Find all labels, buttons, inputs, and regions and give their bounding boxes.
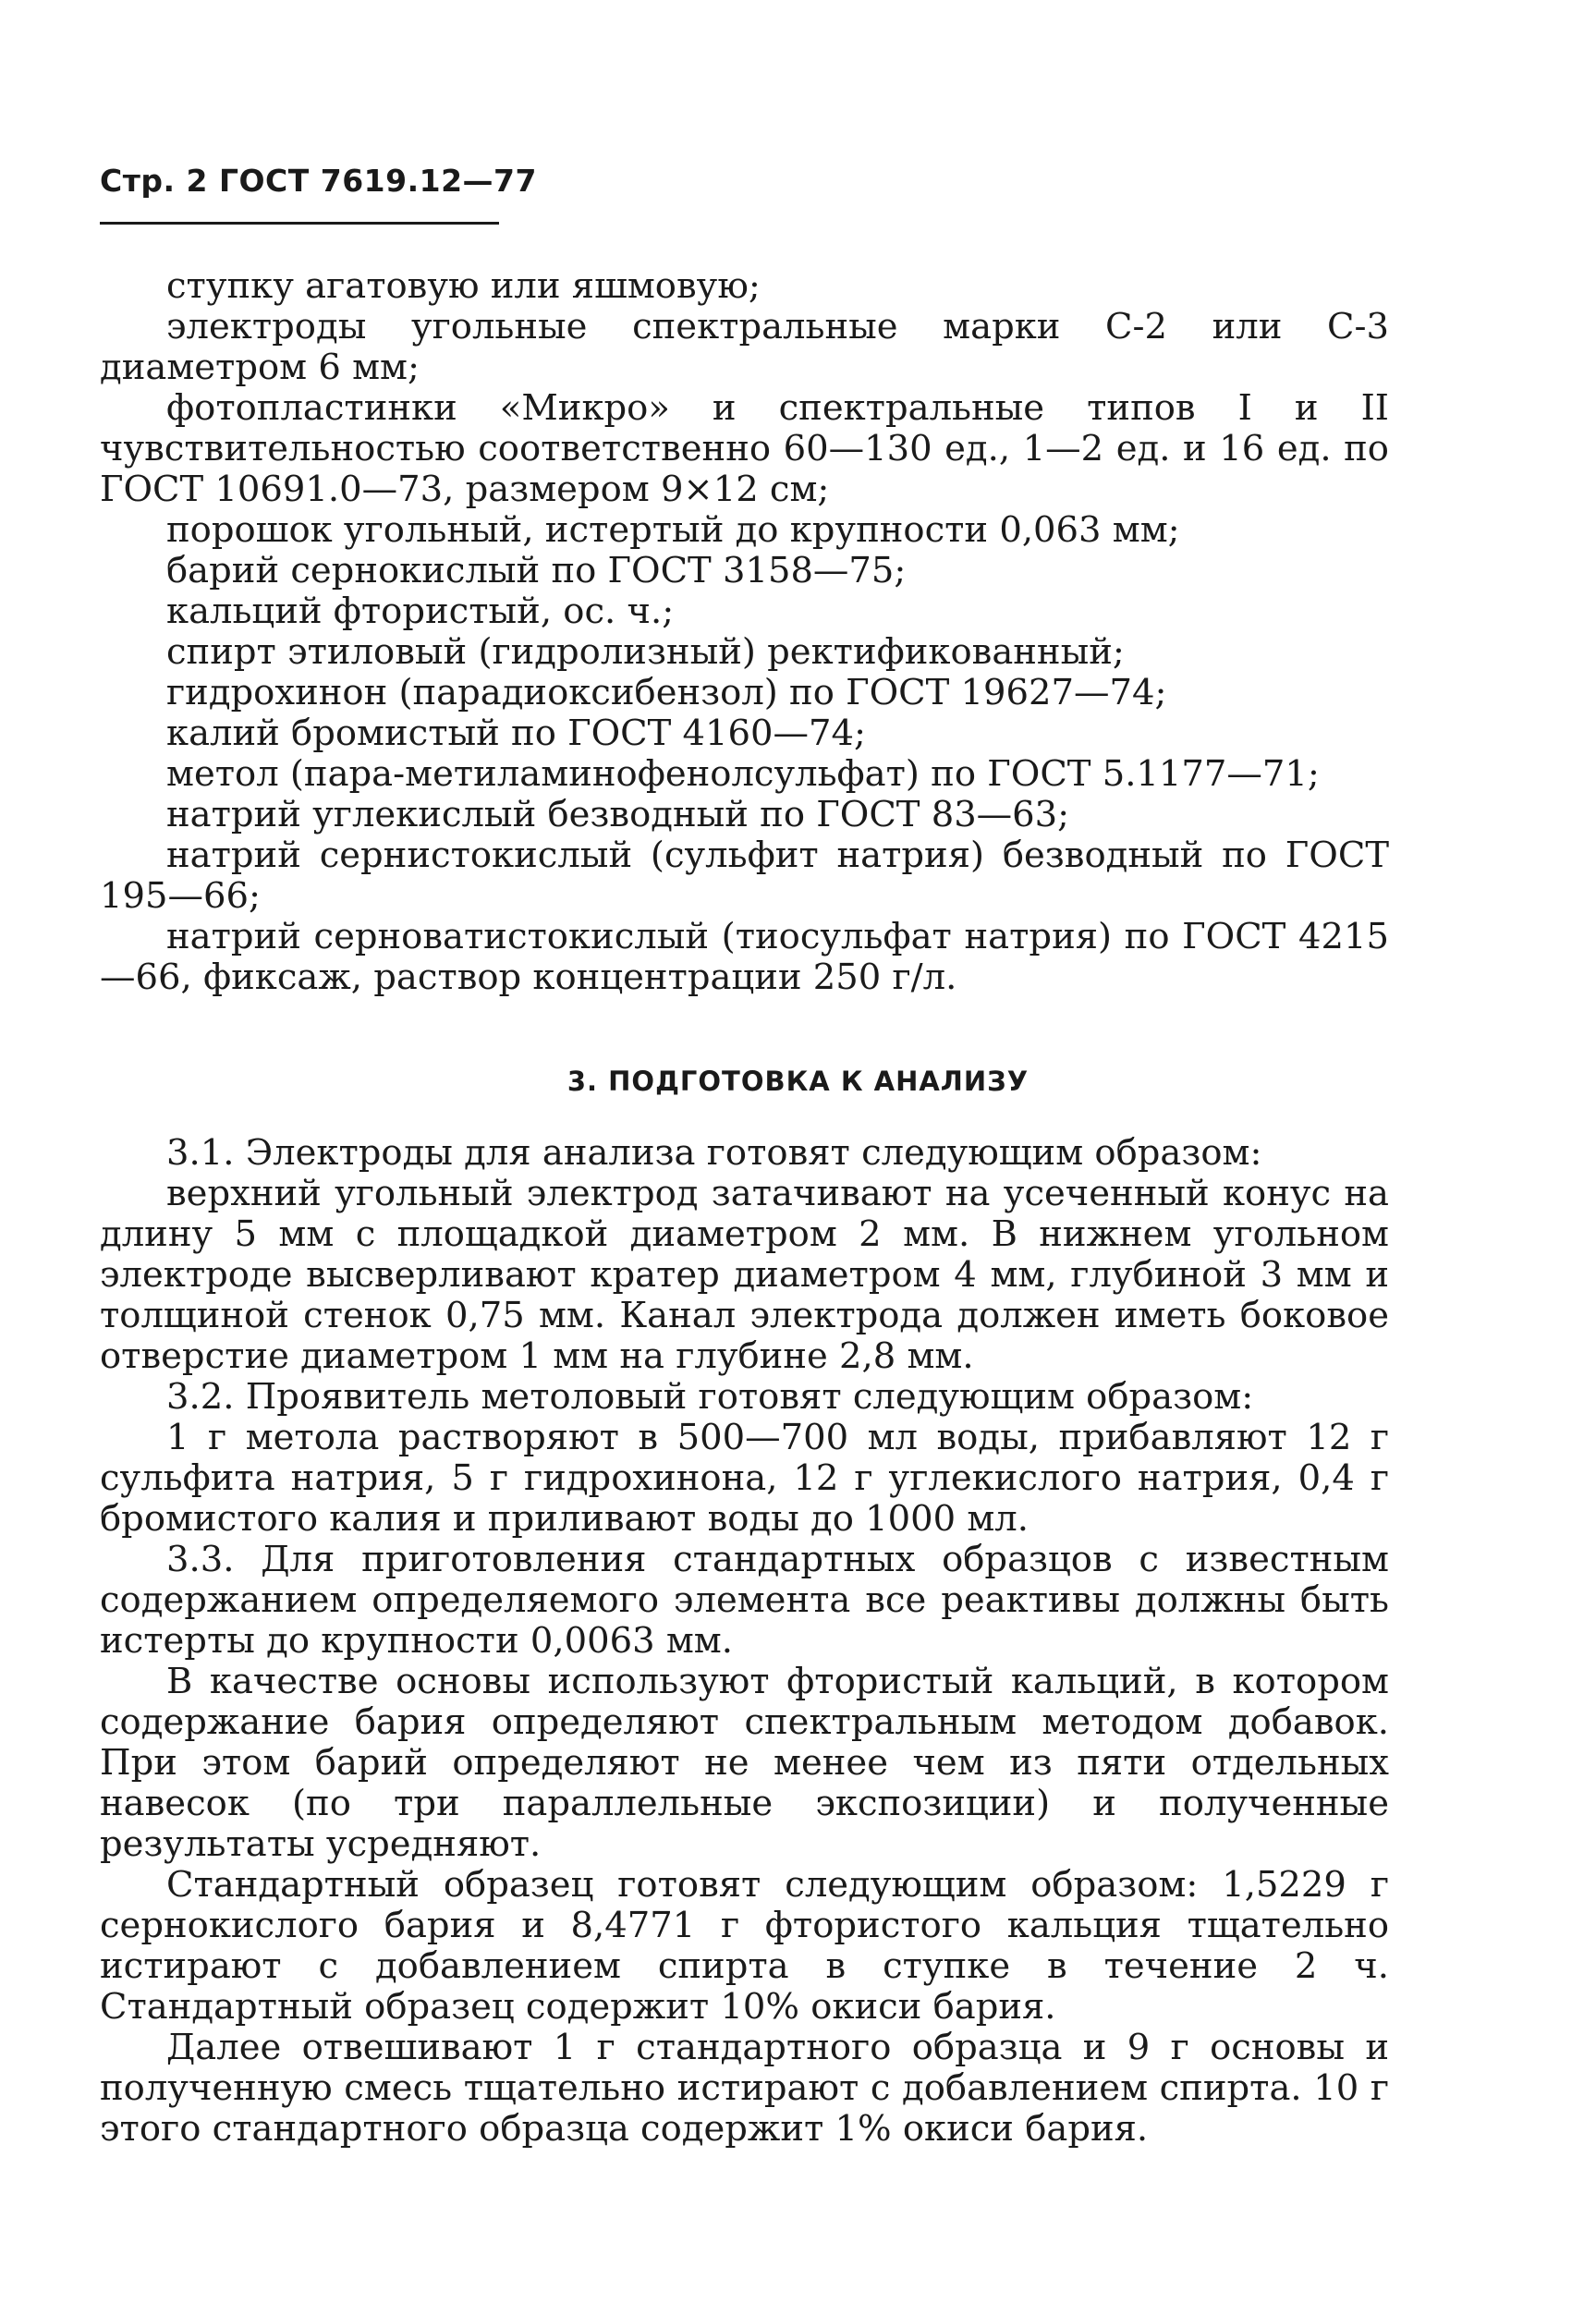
material-item: порошок угольный, истертый до крупности 0,063 мм; (166, 509, 1180, 551)
material-item: барий сернокислый по ГОСТ 3158—75; (166, 550, 907, 591)
paragraph: 3.2. Проявитель метоловый готовят следующим образом: (166, 1376, 1254, 1418)
material-item: фотопластинки «Микро» и спектральные типов I и II чувствительностью соответственно 60—130 ед., 1—2 ед. и 16 ед. по ГОСТ 10691.0—73, размером 9×12 см; (100, 387, 1389, 510)
material-item: спирт этиловый (гидролизный) ректификованный; (166, 631, 1125, 673)
material-item: гидрохинон (парадиоксибензол) по ГОСТ 19627—74; (166, 672, 1167, 713)
paragraph: Далее отвешивают 1 г стандартного образца и 9 г основы и полученную смесь тщательно истирают с добавлением спирта. 10 г этого стандартного образца содержит 1% окиси бария. (100, 2027, 1389, 2150)
paragraph: Стандартный образец готовят следующим образом: 1,5229 г сернокислого бария и 8,4771 г фтористого кальция тщательно истирают с добавлением спирта в ступке в течение 2 ч. Стандартный образец содержит 10% окиси бария. (100, 1864, 1389, 2028)
material-item: ступку агатовую или яшмовую; (166, 265, 761, 307)
material-item: кальций фтористый, ос. ч.; (166, 591, 675, 632)
material-item: натрий серноватистокислый (тиосульфат натрия) по ГОСТ 4215—66, фиксаж, раствор концентрации 250 г/л. (100, 916, 1389, 998)
paragraph: верхний угольный электрод затачивают на усеченный конус на длину 5 мм с площадкой диаметром 2 мм. В нижнем угольном электроде высверливают кратер диаметром 4 мм, глубиной 3 мм и толщиной стенок 0,75 мм. Канал электрода должен иметь боковое отверстие диаметром 1 мм на глубине 2,8 мм. (100, 1173, 1389, 1377)
paragraph: 3.3. Для приготовления стандартных образцов с известным содержанием определяемого элемента все реактивы должны быть истерты до крупности 0,0063 мм. (100, 1539, 1389, 1662)
materials-list (100, 266, 1389, 998)
section-body (100, 1133, 1389, 2150)
page-header: Стр. 2 ГОСТ 7619.12—77 (100, 163, 537, 199)
material-item: электроды угольные спектральные марки С-2 или С-3 диаметром 6 мм; (100, 306, 1389, 388)
material-item: калий бромистый по ГОСТ 4160—74; (166, 713, 866, 754)
paragraph: 1 г метола растворяют в 500—700 мл воды, прибавляют 12 г сульфита натрия, 5 г гидрохинона, 12 г углекислого натрия, 0,4 г бромистого калия и приливают воды до 1000 мл. (100, 1417, 1389, 1540)
material-item: метол (пара-метиламинофенолсульфат) по ГОСТ 5.1177—71; (166, 753, 1320, 795)
material-item: натрий сернистокислый (сульфит натрия) безводный по ГОСТ 195—66; (100, 835, 1389, 917)
material-item: натрий углекислый безводный по ГОСТ 83—63; (166, 794, 1070, 835)
paragraph: В качестве основы используют фтористый кальций, в котором содержание бария определяют спектральным методом добавок. При этом барий определяют не менее чем из пяти отдельных навесок (по три параллельные экспозиции) и полученные результаты усредняют. (100, 1661, 1389, 1865)
header-rule (100, 222, 499, 225)
paragraph: 3.1. Электроды для анализа готовят следующим образом: (166, 1132, 1262, 1174)
section-title: 3. ПОДГОТОВКА К АНАЛИЗУ (567, 1066, 1029, 1097)
